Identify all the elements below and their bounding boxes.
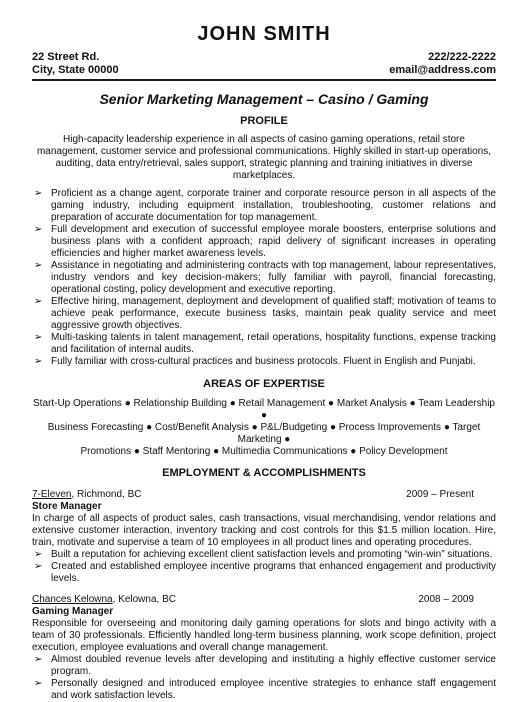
- list-item: ➢ Fully familiar with cross-cultural practices and business protocols. Fluent in English and Punjabi.: [34, 356, 476, 367]
- company-name: 7-Eleven: [32, 489, 72, 500]
- job-bullet-list: [32, 654, 496, 702]
- job-dates: 2009 – Present: [406, 489, 474, 500]
- job-bullet-list: [32, 549, 496, 585]
- list-item: ➢ Built a reputation for achieving excellent client satisfaction levels and promoting “win-win” situations.: [34, 549, 493, 560]
- list-item: ➢ Personally designed and introduced employee incentive strategies to enhance staff engagement and work satisfaction levels.: [34, 678, 496, 701]
- city-state: City, State 00000: [32, 64, 119, 76]
- expertise-line: Start-Up Operations ● Relationship Building ● Retail Management ● Market Analysis ● Team Leadership ●: [33, 398, 495, 421]
- street-address: 22 Street Rd.: [32, 51, 100, 63]
- arrow-bullet-icon: ➢: [34, 356, 43, 367]
- arrow-bullet-icon: ➢: [34, 561, 43, 572]
- list-item: ➢ Full development and execution of successful employee morale boosters, enterprise solutions and business plans with a confident approach; rapid delivery of significant increases in operating efficiencies and higher market awareness levels.: [34, 224, 496, 259]
- arrow-bullet-icon: ➢: [34, 549, 43, 560]
- email-address: email@address.com: [389, 64, 496, 76]
- list-item: ➢ Proficient as a change agent, corporate trainer and corporate resource person in all aspects of the gaming industry, including equipment installation, troubleshooting, customer relations and preparation of accurate documentation for top management.: [34, 188, 496, 223]
- list-item: ➢ Assistance in negotiating and administering contracts with top management, labour representatives, industry vendors and key decision-makers; fully familiar with payroll, financial forecasting, operational costing, policy development and executive reporting.: [34, 260, 496, 295]
- job-entry-7-eleven: [32, 489, 496, 585]
- arrow-bullet-icon: ➢: [34, 224, 43, 235]
- profile-bullet-list: [32, 188, 496, 368]
- arrow-bullet-icon: ➢: [34, 260, 43, 271]
- expertise-list: [32, 398, 496, 458]
- employment-heading: EMPLOYMENT & ACCOMPLISHMENTS: [162, 467, 366, 479]
- profile-heading: PROFILE: [240, 115, 288, 127]
- arrow-bullet-icon: ➢: [34, 654, 43, 665]
- arrow-bullet-icon: ➢: [34, 678, 43, 689]
- company-name: Chances Kelowna: [32, 594, 113, 605]
- contact-row-2: [32, 64, 496, 77]
- arrow-bullet-icon: ➢: [34, 188, 43, 199]
- job-description: Responsible for overseeing and monitoring daily gaming operations for slots and bingo activity with a team of 30 professionals. Efficiently handled long-term business planning, work scope definition, project execution, employee evaluations and overall change management.: [32, 618, 496, 653]
- job-dates: 2008 – 2009: [418, 594, 474, 605]
- list-item: ➢ Created and established employee incentive programs that enhanced engagement and productivity levels.: [34, 561, 496, 584]
- resume-headline: Senior Marketing Management – Casino / Gaming: [99, 91, 429, 107]
- header-divider: [32, 79, 496, 81]
- candidate-name: JOHN SMITH: [197, 23, 331, 45]
- arrow-bullet-icon: ➢: [34, 296, 43, 307]
- expertise-line: Promotions ● Staff Mentoring ● Multimedia Communications ● Policy Development: [80, 446, 448, 457]
- job-title: Gaming Manager: [32, 606, 114, 617]
- contact-row-1: [32, 51, 496, 64]
- job-entry-chances-kelowna: [32, 594, 496, 702]
- job-header: [32, 594, 496, 606]
- company-location: , Richmond, BC: [71, 489, 142, 500]
- list-item: ➢ Almost doubled revenue levels after developing and instituting a highly effective customer service program.: [34, 654, 496, 677]
- list-item: ➢ Multi-tasking talents in talent management, retail operations, hospitality functions, expense tracking and facilitation of internal audits.: [34, 332, 496, 355]
- company-location: , Kelowna, BC: [112, 594, 176, 605]
- list-item: ➢ Effective hiring, management, deployment and development of qualified staff; motivation of teams to achieve peak performance, execute business tasks, maintain peak quality service and meet aggressive growth objectives.: [34, 296, 496, 331]
- job-header: [32, 489, 496, 501]
- profile-summary: High-capacity leadership experience in all aspects of casino gaming operations, retail store management, customer service and professional communications. Highly skilled in start-up operations, auditing, data entry/retrieval, sales support, strategic planning and training initiatives in diverse marketplaces.: [36, 134, 492, 181]
- phone-number: 222/222-2222: [428, 51, 496, 63]
- job-description: In charge of all aspects of product sales, cash transactions, visual merchandising, vendor relations and extensive customer interaction, inventory tracking and cost controls for this $1.5 million location. Hire, train, motivate and supervise a team of 10 employees in all product lines and operating procedures.: [32, 513, 496, 548]
- job-title: Store Manager: [32, 501, 102, 512]
- arrow-bullet-icon: ➢: [34, 332, 43, 343]
- expertise-heading: AREAS OF EXPERTISE: [203, 378, 325, 390]
- expertise-line: Business Forecasting ● Cost/Benefit Analysis ● P&L/Budgeting ● Process Improvements ● Target Marketing ●: [47, 422, 481, 445]
